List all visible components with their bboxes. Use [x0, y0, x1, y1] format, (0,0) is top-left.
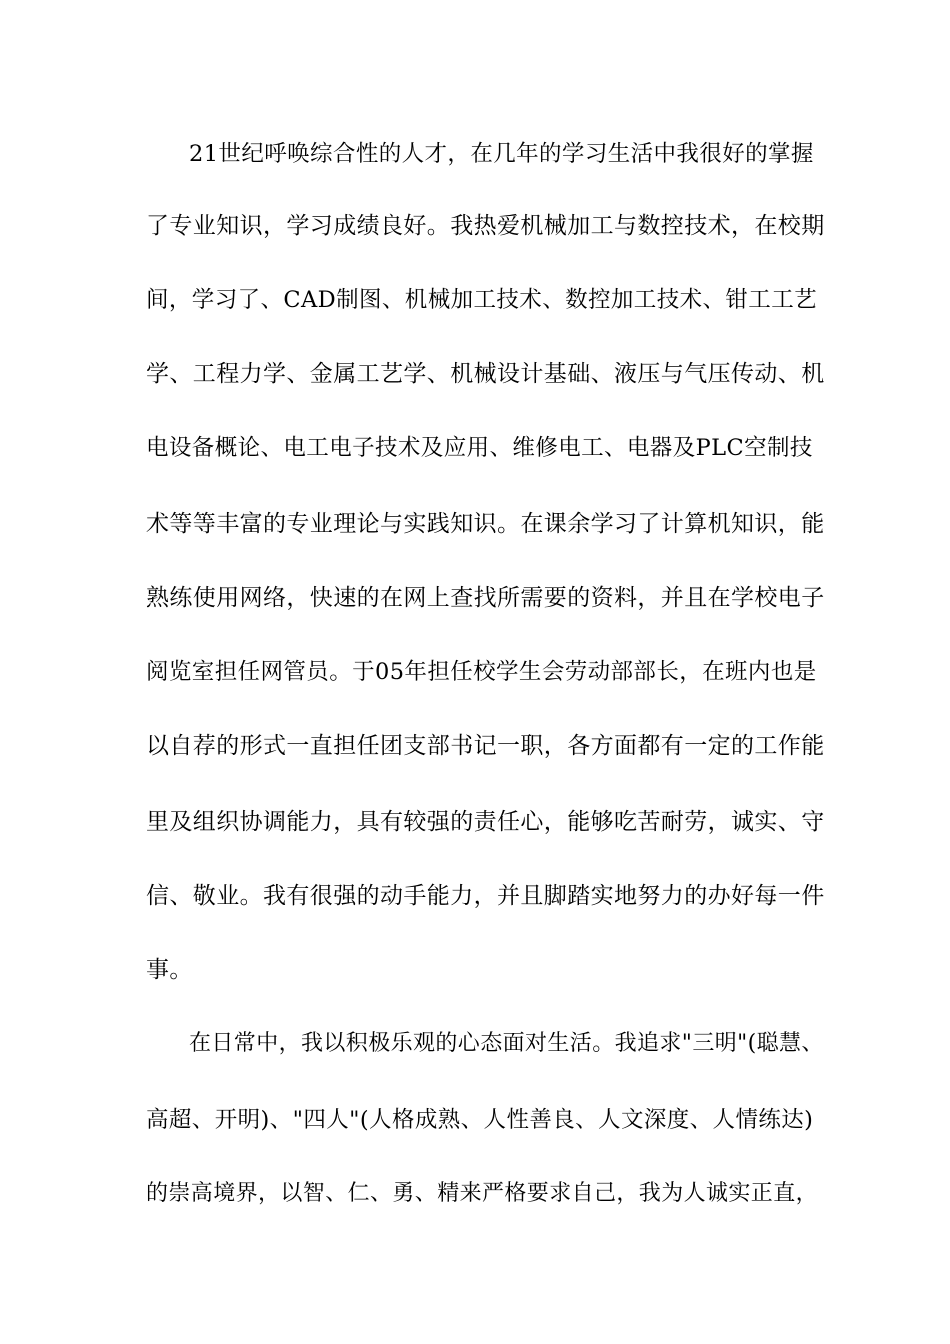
paragraph-1-line-10: 里及组织协调能力，具有较强的责任心，能够吃苦耐劳，诚实、守 — [146, 809, 825, 835]
paragraph-1-line-9: 以自荐的形式一直担任团支部书记一职，各方面都有一定的工作能 — [146, 733, 825, 759]
paragraph-1-line-1: 21世纪呼唤综合性的人才，在几年的学习生活中我很好的掌握 — [189, 141, 814, 167]
paragraph-1-line-5: 电设备概论、电工电子技术及应用、维修电工、电器及PLC空制技 — [146, 435, 813, 461]
paragraph-1-line-3: 间，学习了、CAD制图、机械加工技术、数控加工技术、钳工工艺 — [146, 287, 818, 313]
paragraph-2-line-2: 高超、开明)、"四人"(人格成熟、人性善良、人文深度、人情练达) — [146, 1107, 814, 1133]
paragraph-1-line-12: 事。 — [146, 957, 193, 983]
paragraph-2-line-3: 的崇高境界，以智、仁、勇、精来严格要求自己，我为人诚实正直， — [146, 1181, 819, 1206]
paragraph-1-line-11: 信、敬业。我有很强的动手能力，并且脚踏实地努力的办好每一件 — [146, 883, 825, 909]
paragraph-1-line-8: 阅览室担任网管员。于05年担任校学生会劳动部部长，在班内也是 — [146, 659, 817, 685]
paragraph-1-line-6: 术等等丰富的专业理论与实践知识。在课余学习了计算机知识，能 — [146, 511, 825, 537]
paragraph-1-line-7: 熟练使用网络，快速的在网上查找所需要的资料，并且在学校电子 — [146, 585, 825, 611]
paragraph-1-line-4: 学、工程力学、金属工艺学、机械设计基础、液压与气压传动、机 — [146, 361, 825, 387]
paragraph-1-line-2: 了专业知识，学习成绩良好。我热爱机械加工与数控技术，在校期 — [146, 213, 825, 239]
paragraph-2-line-1: 在日常中，我以积极乐观的心态面对生活。我追求"三明"(聪慧、 — [189, 1031, 824, 1056]
